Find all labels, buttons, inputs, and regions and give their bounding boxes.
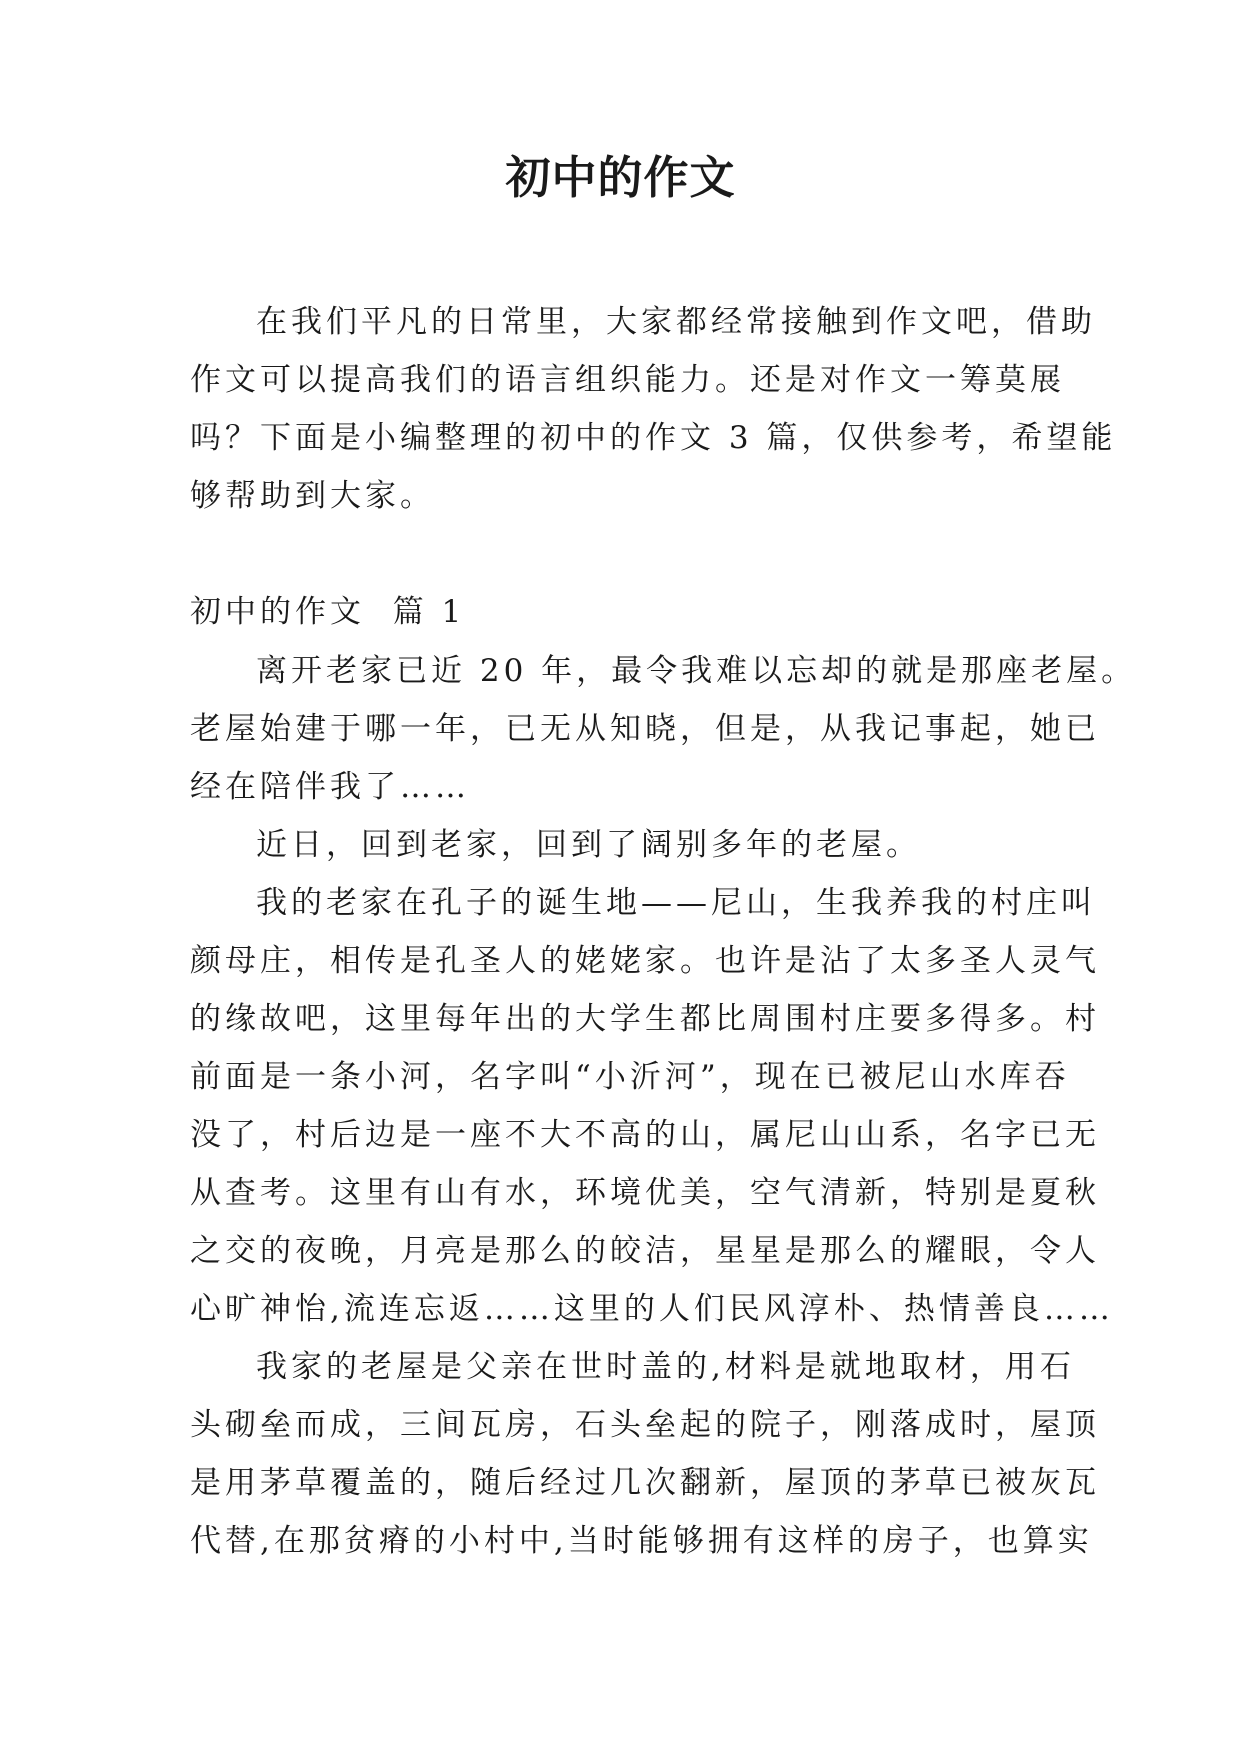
paragraph-line: 前面是一条小河，名字叫“小沂河”，现在已被尼山水库吞: [190, 1059, 1070, 1095]
document-title: 初中的作文: [505, 151, 736, 204]
section-heading-text: 初中的作文 篇 1: [190, 594, 466, 630]
paragraph-line: 近日，回到老家，回到了阔别多年的老屋。: [256, 827, 921, 863]
paragraph-line: 吗？下面是小编整理的初中的作文 3 篇，仅供参考，希望能: [190, 420, 1117, 456]
paragraph-line: 离开老家已近 20 年，最令我难以忘却的就是那座老屋。: [256, 653, 1137, 689]
paragraph-line: 老屋始建于哪一年，已无从知晓，但是，从我记事起，她已: [190, 711, 1100, 747]
paragraph-line: 没了，村后边是一座不大不高的山，属尼山山系，名字已无: [190, 1117, 1100, 1153]
paragraph-line: 我家的老屋是父亲在世时盖的,材料是就地取材，用石: [256, 1349, 1075, 1385]
paragraph-line: 经在陪伴我了……: [190, 769, 470, 805]
paragraph-line: 颜母庄，相传是孔圣人的姥姥家。也许是沾了太多圣人灵气: [190, 943, 1100, 979]
section-body: [190, 642, 1137, 1570]
paragraph-line: 之交的夜晚，月亮是那么的皎洁，星星是那么的耀眼，令人: [190, 1233, 1100, 1269]
paragraph-line: 心旷神怡,流连忘返……这里的人们民风淳朴、热情善良……: [190, 1291, 1114, 1327]
paragraph-line: 我的老家在孔子的诞生地——尼山，生我养我的村庄叫: [256, 885, 1096, 921]
paragraph-line: 从查考。这里有山有水，环境优美，空气清新，特别是夏秋: [190, 1175, 1100, 1211]
section-heading: [190, 583, 1052, 641]
paragraph-line: 够帮助到大家。: [190, 478, 435, 514]
paragraph-line: 头砌垒而成，三间瓦房，石头垒起的院子，刚落成时，屋顶: [190, 1407, 1100, 1443]
paragraph-line: 的缘故吧，这里每年出的大学生都比周围村庄要多得多。村: [190, 1001, 1100, 1037]
paragraph-line: 是用茅草覆盖的，随后经过几次翻新，屋顶的茅草已被灰瓦: [190, 1465, 1100, 1501]
paragraph-line: 代替,在那贫瘠的小村中,当时能够拥有这样的房子，也算实: [190, 1523, 1093, 1559]
paragraph-line: 作文可以提高我们的语言组织能力。还是对作文一筹莫展: [190, 362, 1065, 398]
intro-paragraph: [190, 293, 1117, 525]
paragraph-line: 在我们平凡的日常里，大家都经常接触到作文吧，借助: [256, 304, 1096, 340]
